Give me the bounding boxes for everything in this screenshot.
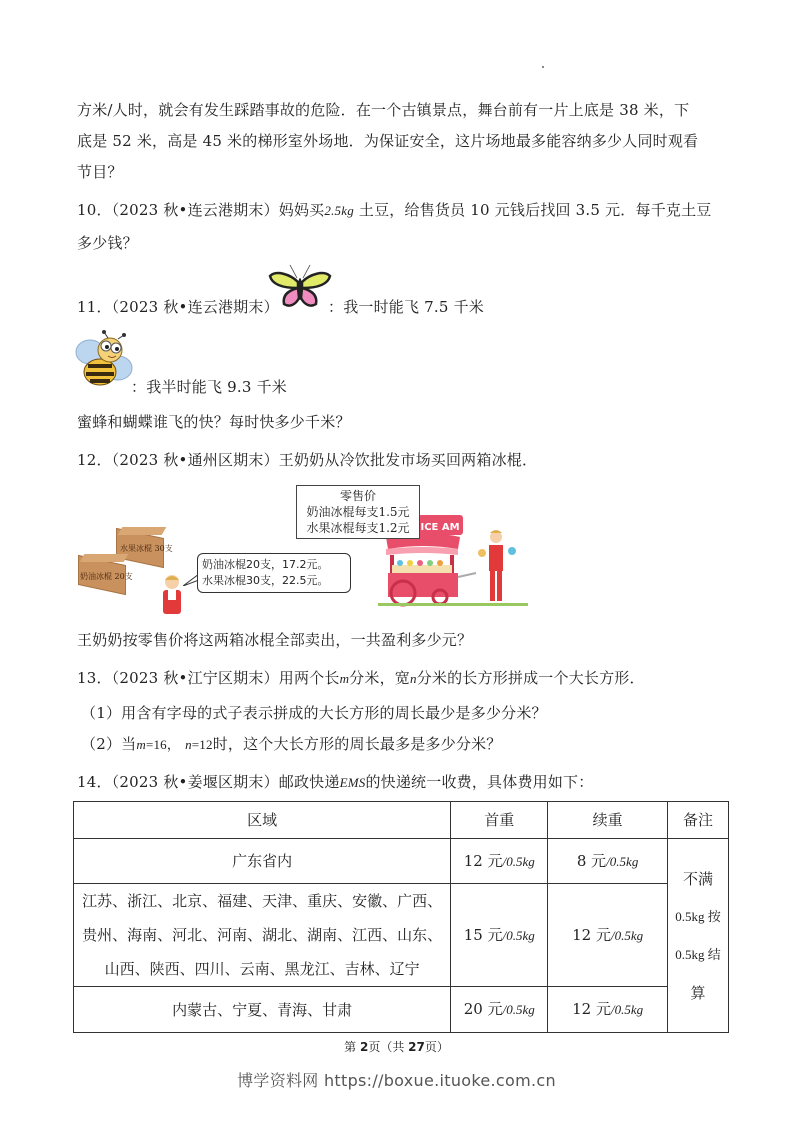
bee-says: ：我半时能飞 9.3 千米: [131, 378, 287, 396]
header-first-weight: 首重: [451, 802, 548, 839]
q9-line-3: 节目？: [77, 163, 123, 181]
q14-line: [77, 772, 593, 793]
table-row: [74, 884, 729, 987]
q11-prefix: 11．（2023 秋•连云港期末）: [77, 298, 279, 316]
bubble-line-2: 水果冰棍30支，22.5元。: [202, 574, 329, 587]
q14-suffix: 的快递统一收费，具体费用如下：: [365, 773, 594, 791]
page-total: 27: [408, 1040, 425, 1054]
q13-sub2-suffix: 时，这个大长方形的周长最多是多少分米？: [212, 735, 502, 753]
note-line-3: 0.5kg 结: [675, 946, 721, 962]
bee-icon: [74, 330, 136, 390]
first-unit: /0.5kg: [502, 1002, 535, 1017]
bubble-line-1: 奶油冰棍20支，17.2元。: [202, 558, 329, 571]
watermark: 博学资料网 https://boxue.ituoke.com.cn: [237, 1071, 556, 1090]
q13-sub2-prefix: （2）当: [81, 735, 137, 753]
q10-prefix: 10．（2023 秋•连云港期末）妈妈买: [77, 201, 325, 219]
q13-sub2-m-val: =16，: [145, 737, 181, 752]
note-line-1: 不满: [683, 869, 714, 888]
q13-prefix: 13．（2023 秋•江宁区期末）用两个长: [77, 669, 340, 687]
price-title: 零售价: [339, 489, 376, 503]
q13-var-n: n: [409, 671, 417, 686]
svg-text:ICE AM: ICE AM: [420, 522, 460, 533]
table-row: [74, 839, 729, 884]
extra-unit: /0.5kg: [610, 1002, 644, 1017]
region-cell: [74, 884, 451, 987]
note-line-2: 0.5kg 按: [675, 908, 721, 924]
first-price: 12 元: [463, 851, 503, 870]
region-line-1: 江苏、浙江、北京、福建、天津、重庆、安徽、广西、: [82, 892, 443, 910]
q9-line-2: 底是 52 米，高是 45 米的梯形室外场地．为保证安全，这片场地最多能容纳多少人同时观看: [77, 132, 699, 150]
q13-line: [77, 668, 645, 689]
price-line-2: 水果冰棍每支1.2元: [306, 521, 410, 535]
first-weight-cell: [451, 987, 548, 1033]
region-line-3: 山西、陕西、四川、云南、黑龙江、吉林、辽宁: [104, 960, 420, 978]
table-header-row: [74, 802, 729, 839]
document-page: 方米/人时，就会有发生踩踏事故的危险．在一个古镇景点，舞台前有一片上底是 38 米，下 底是 52 米，高是 45 米的梯形室外场地．为保证安全，这片场地最多能容纳多少人同时观看 节目？ 10．（2023 秋•连云港期末）妈妈买2.5kg 土豆，给售货员 10 元钱后找回 3.5 元．每千克土豆 多少钱？ 11．（2023 秋•连云港期末） ：我一时能飞 7.5 千米 ：我半时能飞 9.3 千米 蜜蜂和蝴蝶谁飞的快？每时快多少千米？ 12．（2023 秋•通州区期末）王奶奶从冷饮批发市场买回两箱冰棍． 水果冰棍 30支 奶油冰棍 20支 奶油冰棍20支，17.2元。 水果冰棍30支，22.5元。 ICE AM 零售价 奶油冰棍每支1.5元 水果冰棍每支1.2元 王奶奶按零售价将这两箱冰棍全部卖出，一共盈利多少元？ 13．（2023 秋•江宁区期末）用两个长m分米，宽n分米的长方形拼成一个大长方形． （1）用含有字母的式子表示拼成的大长方形的周长最少是多少分米？ （2）当m=16， n=12时，这个大长方形的周长最多是多少分米？ 14．（2023 秋•姜堰区期末）邮政快递EMS的快递统一收费，具体费用如下： 区域 首重 续重 备注 广东省内 12 元/0.5kg 8 元/0.5kg 不满 0.5kg 按 0.5kg 结 算 江苏、浙江、北京、福建、天津、重庆、安徽、广西、 贵州、海南、河北、河南、湖北、湖南、江西、山东、 山西、陕西、四川、云南、黑龙江、吉林、辽宁 15 元/0.5kg 12 元/0.5kg 内蒙古、宁夏、青海、甘肃 20 元/0.5kg 12 元/0.5kg 第 2页（共 27页） 博学资料网 https://boxue.ituoke.com.cn: [0, 0, 793, 1122]
region-cell: 广东省内: [74, 839, 451, 884]
header-note: 备注: [668, 802, 729, 839]
extra-weight-cell: [548, 839, 668, 884]
extra-weight-cell: [548, 884, 668, 987]
first-unit: /0.5kg: [502, 927, 535, 943]
extra-unit: /0.5kg: [606, 853, 639, 869]
page-suffix: 页）: [424, 1040, 449, 1054]
region-cell: 内蒙古、宁夏、青海、甘肃: [74, 987, 451, 1033]
first-price: 20 元: [463, 1000, 503, 1018]
q13-sub-1: （1）用含有字母的式子表示拼成的大长方形的周长最少是多少分米？: [81, 704, 547, 722]
q13-sub2-n: n: [185, 737, 192, 752]
extra-price: 8 元: [576, 851, 607, 870]
q10-amount: 2.5kg: [324, 203, 354, 218]
q11-question: 蜜蜂和蝴蝶谁飞的快？每时快多少千米？: [77, 413, 351, 431]
q14-ems: EMS: [339, 775, 366, 790]
q13-sub2-m: m: [136, 737, 146, 752]
extra-price: 12 元: [572, 925, 611, 944]
ems-fee-table: [73, 801, 729, 1033]
q12-prefix: 12．（2023 秋•通州区期末）王奶奶从冷饮批发市场买回两箱冰棍．: [77, 451, 538, 469]
extra-price: 12 元: [572, 1000, 611, 1018]
page-mid: 页（共: [368, 1040, 409, 1054]
table-row: [74, 987, 729, 1033]
q10-line-1: [77, 200, 712, 221]
first-unit: /0.5kg: [502, 853, 535, 869]
header-region: 区域: [74, 802, 451, 839]
page-footer: [0, 1038, 793, 1055]
q12-question: 王奶奶按零售价将这两箱冰棍全部卖出，一共盈利多少元？: [77, 631, 473, 649]
q10-line-2: 多少钱？: [77, 234, 138, 252]
butterfly-icon: [268, 264, 332, 312]
retail-price-box: [296, 485, 420, 539]
header-extra-weight: 续重: [548, 802, 668, 839]
q13-suffix: 分米的长方形拼成一个大长方形．: [416, 669, 645, 687]
butterfly-says: ：我一时能飞 7.5 千米: [328, 298, 484, 316]
extra-unit: /0.5kg: [610, 927, 644, 943]
q14-prefix: 14．（2023 秋•姜堰区期末）邮政快递: [77, 773, 340, 791]
region-line-2: 贵州、海南、河北、河南、湖北、湖南、江西、山东、: [82, 926, 443, 944]
page-prefix: 第: [344, 1040, 360, 1054]
first-weight-cell: [451, 884, 548, 987]
q10-suffix: 土豆，给售货员 10 元钱后找回 3.5 元．每千克土豆: [353, 201, 712, 219]
note-line-4: 算: [690, 983, 706, 1002]
first-price: 15 元: [463, 925, 503, 944]
q13-mid: 分米，宽: [349, 669, 410, 687]
header-dot: [542, 66, 544, 68]
note-cell: [668, 839, 729, 1033]
price-line-1: 奶油冰棍每支1.5元: [306, 505, 410, 519]
page-number: 2: [359, 1040, 369, 1054]
speech-bubble: [197, 553, 351, 593]
first-weight-cell: [451, 839, 548, 884]
q9-line-1: 方米/人时，就会有发生踩踏事故的危险．在一个古镇景点，舞台前有一片上底是 38 米，下: [77, 101, 690, 119]
q13-sub2-n-val: =12: [191, 737, 213, 752]
q13-var-m: m: [339, 671, 350, 686]
extra-weight-cell: [548, 987, 668, 1033]
q13-sub-2: [81, 734, 502, 755]
